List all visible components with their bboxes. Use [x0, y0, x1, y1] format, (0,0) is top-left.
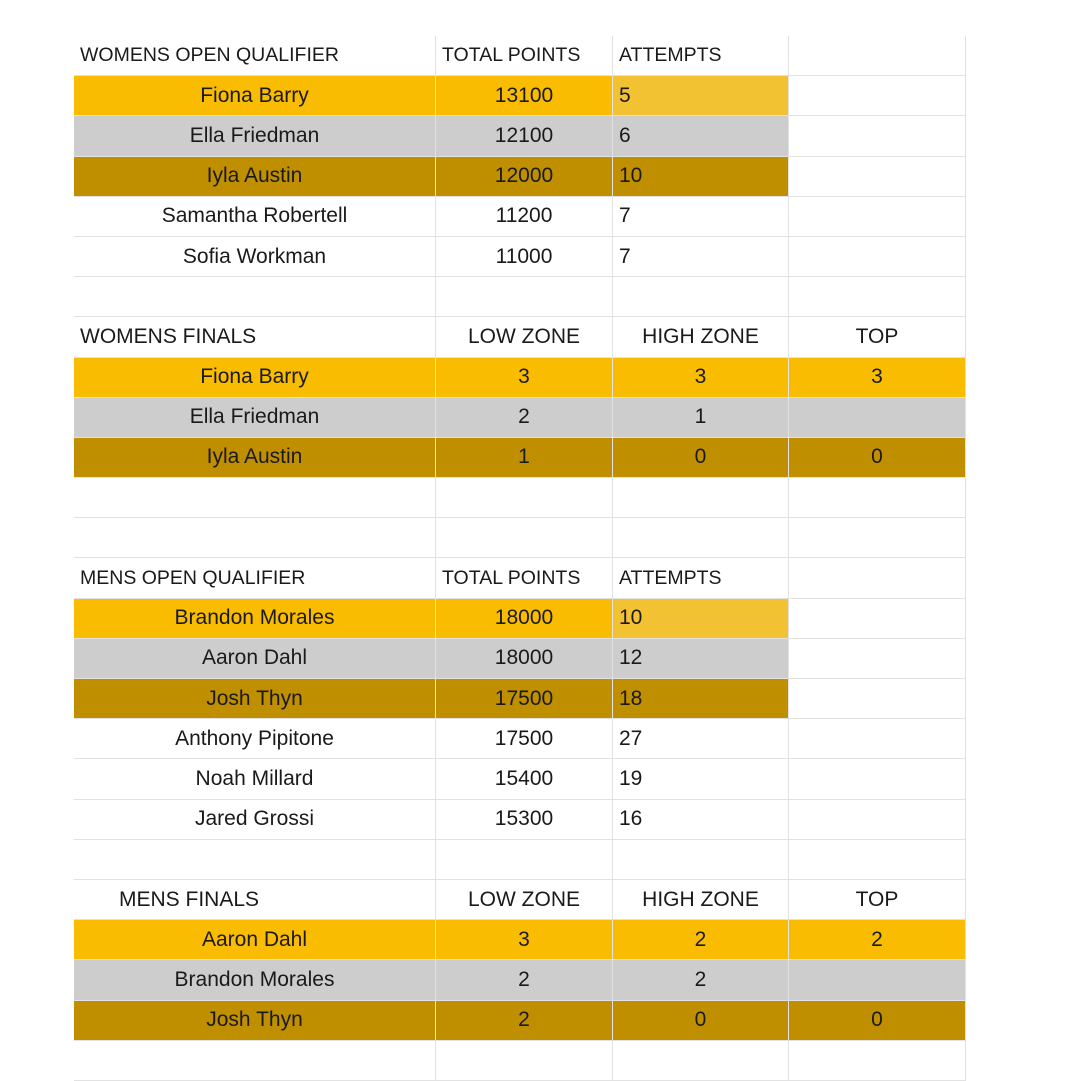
- high-zone[interactable]: 0: [613, 1001, 789, 1041]
- empty-cell[interactable]: [789, 197, 966, 237]
- empty-cell[interactable]: [436, 277, 613, 317]
- high-zone[interactable]: 3: [613, 358, 789, 398]
- womens-finals-title[interactable]: WOMENS FINALS: [74, 317, 436, 357]
- empty-cell[interactable]: [436, 518, 613, 558]
- low-zone[interactable]: 2: [436, 398, 613, 438]
- athlete-name[interactable]: Josh Thyn: [74, 1001, 436, 1041]
- attempts[interactable]: 10: [613, 157, 789, 197]
- table-row: [74, 116, 966, 156]
- table-row: [74, 438, 966, 478]
- athlete-name[interactable]: Jared Grossi: [74, 800, 436, 840]
- empty-cell[interactable]: [74, 277, 436, 317]
- total-points[interactable]: 15400: [436, 759, 613, 799]
- header-total-points[interactable]: TOTAL POINTS: [436, 558, 613, 598]
- table-row: [74, 599, 966, 639]
- header-high-zone[interactable]: HIGH ZONE: [613, 880, 789, 920]
- table-row: [74, 719, 966, 759]
- table-row: [74, 1001, 966, 1041]
- table-row: [74, 920, 966, 960]
- low-zone[interactable]: 3: [436, 920, 613, 960]
- empty-cell[interactable]: [74, 1041, 436, 1081]
- empty-cell[interactable]: [789, 518, 966, 558]
- header-top[interactable]: TOP: [789, 317, 966, 357]
- total-points[interactable]: 17500: [436, 719, 613, 759]
- total-points[interactable]: 11000: [436, 237, 613, 277]
- attempts[interactable]: 6: [613, 116, 789, 156]
- header-top[interactable]: TOP: [789, 880, 966, 920]
- athlete-name[interactable]: Ella Friedman: [74, 116, 436, 156]
- athlete-name[interactable]: Iyla Austin: [74, 157, 436, 197]
- attempts[interactable]: 12: [613, 639, 789, 679]
- attempts[interactable]: 7: [613, 197, 789, 237]
- athlete-name[interactable]: Noah Millard: [74, 759, 436, 799]
- blank-row: [74, 478, 966, 518]
- athlete-name[interactable]: Sofia Workman: [74, 237, 436, 277]
- top[interactable]: 3: [789, 358, 966, 398]
- athlete-name[interactable]: Samantha Robertell: [74, 197, 436, 237]
- empty-cell[interactable]: [789, 599, 966, 639]
- high-zone[interactable]: 0: [613, 438, 789, 478]
- header-low-zone[interactable]: LOW ZONE: [436, 880, 613, 920]
- attempts[interactable]: 19: [613, 759, 789, 799]
- empty-cell[interactable]: [789, 800, 966, 840]
- attempts[interactable]: 5: [613, 76, 789, 116]
- table-row: [74, 237, 966, 277]
- empty-cell[interactable]: [436, 478, 613, 518]
- table-row: [74, 639, 966, 679]
- empty-cell[interactable]: [789, 116, 966, 156]
- table-row: [74, 960, 966, 1000]
- athlete-name[interactable]: Anthony Pipitone: [74, 719, 436, 759]
- womens-finals-header-row: [74, 317, 966, 357]
- empty-cell[interactable]: [613, 277, 789, 317]
- mens-finals-title[interactable]: MENS FINALS: [74, 880, 436, 920]
- table-row: [74, 197, 966, 237]
- header-attempts[interactable]: ATTEMPTS: [613, 558, 789, 598]
- low-zone[interactable]: 3: [436, 358, 613, 398]
- empty-cell[interactable]: [613, 840, 789, 880]
- high-zone[interactable]: 2: [613, 920, 789, 960]
- table-row: [74, 76, 966, 116]
- header-high-zone[interactable]: HIGH ZONE: [613, 317, 789, 357]
- total-points[interactable]: 18000: [436, 599, 613, 639]
- athlete-name[interactable]: Iyla Austin: [74, 438, 436, 478]
- table-row: [74, 800, 966, 840]
- mens-qualifier-title[interactable]: MENS OPEN QUALIFIER: [74, 558, 436, 598]
- total-points[interactable]: 12100: [436, 116, 613, 156]
- top[interactable]: 2: [789, 920, 966, 960]
- empty-cell[interactable]: [74, 478, 436, 518]
- attempts[interactable]: 10: [613, 599, 789, 639]
- blank-row: [74, 1041, 966, 1081]
- empty-cell[interactable]: [789, 1041, 966, 1081]
- athlete-name[interactable]: Fiona Barry: [74, 76, 436, 116]
- athlete-name[interactable]: Josh Thyn: [74, 679, 436, 719]
- top[interactable]: [789, 960, 966, 1000]
- empty-cell[interactable]: [74, 840, 436, 880]
- low-zone[interactable]: 1: [436, 438, 613, 478]
- blank-row: [74, 518, 966, 558]
- athlete-name[interactable]: Brandon Morales: [74, 960, 436, 1000]
- total-points[interactable]: 13100: [436, 76, 613, 116]
- athlete-name[interactable]: Aaron Dahl: [74, 639, 436, 679]
- total-points[interactable]: 11200: [436, 197, 613, 237]
- total-points[interactable]: 18000: [436, 639, 613, 679]
- high-zone[interactable]: 2: [613, 960, 789, 1000]
- table-row: [74, 157, 966, 197]
- top[interactable]: [789, 398, 966, 438]
- empty-cell[interactable]: [436, 840, 613, 880]
- empty-cell[interactable]: [789, 558, 966, 598]
- empty-cell[interactable]: [74, 518, 436, 558]
- empty-cell[interactable]: [789, 36, 966, 76]
- attempts[interactable]: 18: [613, 679, 789, 719]
- total-points[interactable]: 17500: [436, 679, 613, 719]
- womens-qualifier-title[interactable]: WOMENS OPEN QUALIFIER: [74, 36, 436, 76]
- top[interactable]: 0: [789, 1001, 966, 1041]
- table-row: [74, 759, 966, 799]
- header-low-zone[interactable]: LOW ZONE: [436, 317, 613, 357]
- empty-cell[interactable]: [436, 1041, 613, 1081]
- blank-row: [74, 840, 966, 880]
- attempts[interactable]: 7: [613, 237, 789, 277]
- empty-cell[interactable]: [789, 759, 966, 799]
- low-zone[interactable]: 2: [436, 960, 613, 1000]
- empty-cell[interactable]: [789, 679, 966, 719]
- attempts[interactable]: 16: [613, 800, 789, 840]
- blank-row: [74, 277, 966, 317]
- top[interactable]: 0: [789, 438, 966, 478]
- header-attempts[interactable]: ATTEMPTS: [613, 36, 789, 76]
- athlete-name[interactable]: Ella Friedman: [74, 398, 436, 438]
- empty-cell[interactable]: [789, 478, 966, 518]
- athlete-name[interactable]: Fiona Barry: [74, 358, 436, 398]
- empty-cell[interactable]: [613, 518, 789, 558]
- header-total-points[interactable]: TOTAL POINTS: [436, 36, 613, 76]
- empty-cell[interactable]: [789, 840, 966, 880]
- attempts[interactable]: 27: [613, 719, 789, 759]
- table-row: [74, 398, 966, 438]
- empty-cell[interactable]: [789, 639, 966, 679]
- spreadsheet-grid: [74, 36, 966, 1081]
- table-row: [74, 358, 966, 398]
- empty-cell[interactable]: [613, 478, 789, 518]
- empty-cell[interactable]: [789, 719, 966, 759]
- empty-cell[interactable]: [789, 237, 966, 277]
- mens-qualifier-header-row: [74, 558, 966, 598]
- low-zone[interactable]: 2: [436, 1001, 613, 1041]
- womens-qualifier-header-row: [74, 36, 966, 76]
- high-zone[interactable]: 1: [613, 398, 789, 438]
- mens-finals-header-row: [74, 880, 966, 920]
- empty-cell[interactable]: [789, 76, 966, 116]
- athlete-name[interactable]: Aaron Dahl: [74, 920, 436, 960]
- total-points[interactable]: 12000: [436, 157, 613, 197]
- total-points[interactable]: 15300: [436, 800, 613, 840]
- table-row: [74, 679, 966, 719]
- empty-cell[interactable]: [789, 277, 966, 317]
- athlete-name[interactable]: Brandon Morales: [74, 599, 436, 639]
- empty-cell[interactable]: [789, 157, 966, 197]
- empty-cell[interactable]: [613, 1041, 789, 1081]
